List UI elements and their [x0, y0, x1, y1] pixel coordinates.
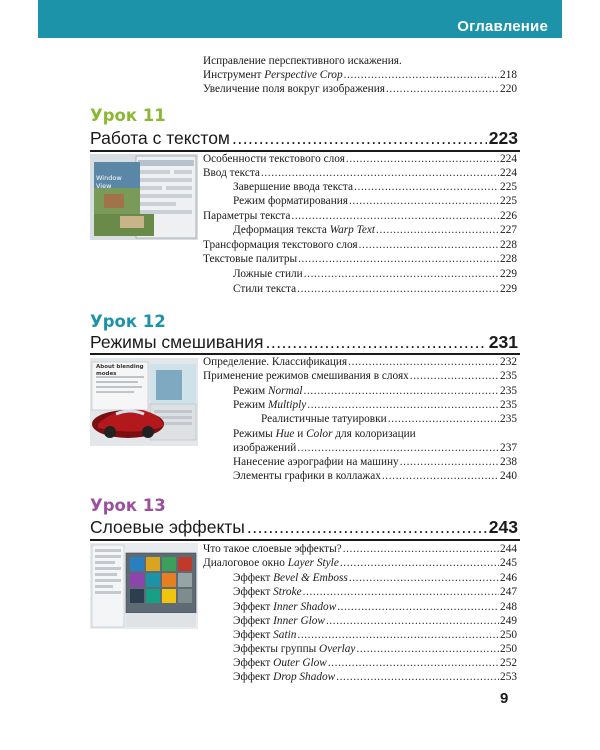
toc-entry-title: Эффект Inner Glow — [233, 615, 325, 627]
toc-entry-page: 235 — [500, 399, 517, 411]
toc-entry-title: Деформация текста Warp Text — [233, 224, 376, 236]
toc-entry-title: Стили текста — [233, 283, 297, 295]
toc-entry-page: 228 — [500, 239, 517, 251]
toc-entry — [233, 670, 517, 684]
toc-entry-title: Эффекты группы Overlay — [233, 643, 356, 655]
toc-entry-title: Исправление перспективного искажения. — [203, 55, 402, 67]
leader-dots — [298, 252, 499, 266]
toc-entry — [233, 398, 517, 412]
toc-entry-page: 240 — [500, 470, 517, 482]
toc-entry-page: 247 — [500, 586, 517, 598]
toc-entry — [203, 369, 517, 383]
toc-entry-page: 249 — [500, 615, 517, 627]
toc-entry-title: Эффект Bevel & Emboss — [233, 572, 348, 584]
toc-entry-title: Эффект Inner Shadow — [233, 601, 337, 613]
toc-entry — [233, 614, 517, 628]
toc-entry-title: Увеличение поля вокруг изображения — [203, 83, 385, 95]
toc-entry-title: Эффект Drop Shadow — [233, 671, 336, 683]
leader-dots — [303, 585, 499, 599]
header-title: Оглавление — [457, 18, 548, 35]
toc-entry-title: Что такое слоевые эффекты? — [203, 543, 342, 555]
toc-entry-title: Эффект Outer Glow — [233, 657, 327, 669]
leader-dots — [232, 126, 487, 150]
toc-entry-title: Ввод текста — [203, 167, 260, 179]
leader-dots — [386, 82, 499, 96]
toc-entry — [203, 355, 517, 369]
toc-entry-title: Диалоговое окно Layer Style — [203, 557, 339, 569]
toc-entry-page: 218 — [500, 69, 517, 81]
toc-entry — [233, 600, 517, 614]
toc-entry — [233, 267, 517, 281]
toc-entry — [203, 54, 402, 68]
toc-entry — [233, 571, 517, 585]
leader-dots — [336, 670, 499, 684]
toc-entry-page: 227 — [500, 224, 517, 236]
toc-entry — [233, 628, 517, 642]
leader-dots — [410, 369, 499, 383]
leader-dots — [348, 355, 499, 369]
toc-entry-page: 238 — [500, 456, 517, 468]
toc-entry-title: Реалистичные татуировки — [261, 413, 387, 425]
leader-dots — [400, 455, 499, 469]
lesson-label: Урок 11 — [90, 106, 166, 125]
toc-entry-title: Элементы графики в коллажах — [233, 470, 381, 482]
thumbnail-caption: Window View — [96, 174, 122, 190]
toc-entry — [261, 412, 517, 426]
toc-entry — [233, 427, 416, 441]
leader-dots — [346, 152, 499, 166]
toc-entry-title: Режим форматирования — [233, 195, 348, 207]
toc-entry-title: Режимы Hue и Color для колоризации — [233, 428, 416, 440]
header-bar — [38, 0, 562, 38]
toc-entry-page: 248 — [500, 601, 517, 613]
toc-entry-title: изображений — [233, 442, 297, 454]
toc-entry-title: Режим Normal — [233, 385, 303, 397]
lesson-thumbnail — [90, 154, 198, 240]
toc-entry-page: 244 — [500, 543, 517, 555]
toc-entry — [233, 585, 517, 599]
leader-dots — [356, 642, 499, 656]
leader-dots — [326, 614, 499, 628]
toc-entry-page: 253 — [500, 671, 517, 683]
toc-entry-page: 220 — [500, 83, 517, 95]
toc-entry — [203, 152, 517, 166]
toc-entry-page: 245 — [500, 557, 517, 569]
toc-entry-page: 224 — [500, 153, 517, 165]
toc-entry — [233, 642, 517, 656]
lesson-label: Урок 13 — [90, 496, 166, 515]
toc-entry — [203, 556, 517, 570]
lesson-title: Режимы смешивания ..... 231 — [90, 330, 518, 354]
toc-entry-page: 225 — [500, 181, 517, 193]
toc-entry — [203, 238, 517, 252]
toc-entry-page: 232 — [500, 356, 517, 368]
leader-dots — [349, 194, 499, 208]
toc-entry-title: Особенности текстового слоя — [203, 153, 345, 165]
toc-entry — [233, 469, 517, 483]
toc-entry — [203, 542, 517, 556]
toc-entry-page: 226 — [500, 210, 517, 222]
toc-entry-page: 228 — [500, 253, 517, 265]
leader-dots — [297, 441, 499, 455]
toc-entry — [233, 194, 517, 208]
toc-entry — [233, 455, 517, 469]
toc-entry — [203, 166, 517, 180]
leader-dots — [359, 238, 499, 252]
leader-dots — [344, 68, 499, 82]
lesson-thumbnail — [90, 358, 198, 446]
leader-dots — [340, 556, 499, 570]
toc-entry-page: 235 — [500, 370, 517, 382]
lesson-title: Работа с текстом ..... 223 — [90, 126, 518, 150]
toc-entry-title: Определение. Классификация — [203, 356, 348, 368]
toc-entry-page: 252 — [500, 657, 517, 669]
toc-entry-page: 229 — [500, 283, 517, 295]
toc-entry-page: 235 — [500, 413, 517, 425]
leader-dots — [382, 469, 499, 483]
toc-entry-page: 235 — [500, 385, 517, 397]
leader-dots — [388, 412, 499, 426]
lesson-label: Урок 12 — [90, 312, 166, 331]
toc-entry-page: 229 — [500, 268, 517, 280]
leader-dots — [265, 330, 486, 354]
leader-dots — [291, 209, 499, 223]
toc-entry-page: 224 — [500, 167, 517, 179]
divider — [90, 539, 520, 541]
page-number: 9 — [500, 690, 509, 707]
toc-entry-page: 246 — [500, 572, 517, 584]
toc-entry-title: Трансформация текстового слоя — [203, 239, 358, 251]
toc-entry-title: Нанесение аэрографии на машину — [233, 456, 399, 468]
leader-dots — [337, 600, 499, 614]
toc-entry — [233, 656, 517, 670]
lesson-title: Слоевые эффекты ..... 243 — [90, 515, 518, 539]
leader-dots — [304, 384, 500, 398]
toc-entry — [203, 209, 517, 223]
toc-entry — [233, 223, 517, 237]
leader-dots — [354, 180, 499, 194]
toc-entry-title: Текстовые палитры — [203, 253, 298, 265]
toc-entry-page: 225 — [500, 195, 517, 207]
toc-entry-page: 250 — [500, 629, 517, 641]
leader-dots — [307, 398, 499, 412]
toc-entry-title: Применение режимов смешивания в слоях — [203, 370, 409, 382]
leader-dots — [297, 282, 499, 296]
leader-dots — [376, 223, 499, 237]
toc-entry — [233, 282, 517, 296]
toc-entry — [233, 441, 517, 455]
leader-dots — [261, 166, 499, 180]
toc-entry — [233, 180, 517, 194]
toc-entry — [203, 252, 517, 266]
toc-entry-title: Эффект Satin — [233, 629, 297, 641]
toc-entry-title: Инструмент Perspective Crop — [203, 69, 343, 81]
toc-entry — [203, 68, 517, 82]
toc-entry-title: Режим Multiply — [233, 399, 307, 411]
leader-dots — [247, 515, 487, 539]
leader-dots — [343, 542, 499, 556]
toc-entry — [203, 82, 517, 96]
toc-entry-title: Ложные стили — [233, 268, 303, 280]
leader-dots — [304, 267, 499, 281]
leader-dots — [349, 571, 499, 585]
thumbnail-caption: About blending modes — [96, 364, 144, 377]
leader-dots — [328, 656, 499, 670]
toc-entry — [233, 384, 517, 398]
toc-entry-title: Завершение ввода текста — [233, 181, 354, 193]
toc-entry-page: 237 — [500, 442, 517, 454]
leader-dots — [297, 628, 499, 642]
toc-entry-title: Параметры текста — [203, 210, 291, 222]
lesson-thumbnail — [90, 543, 198, 629]
toc-entry-page: 250 — [500, 643, 517, 655]
toc-entry-title: Эффект Stroke — [233, 586, 302, 598]
